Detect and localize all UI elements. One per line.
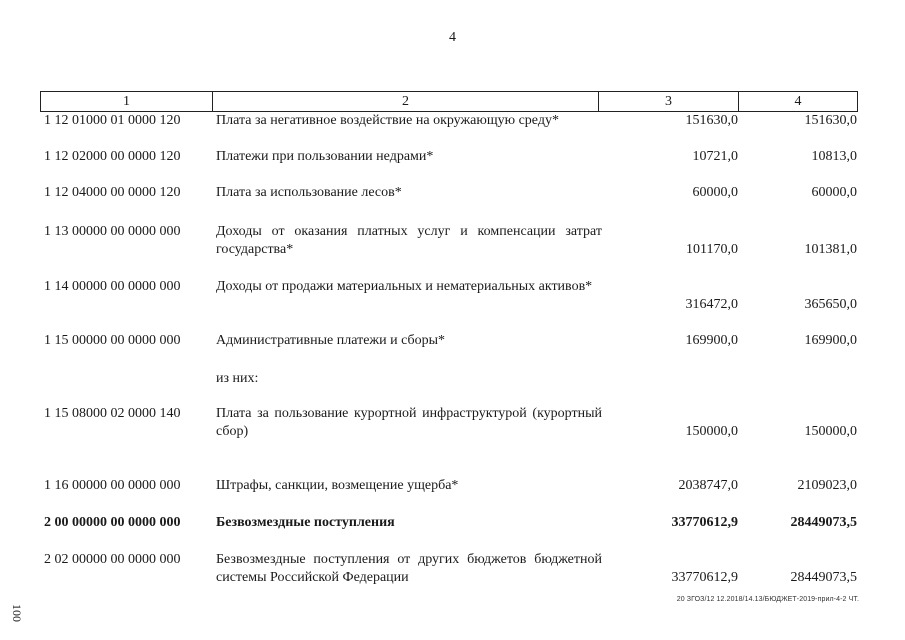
row-code: 1 12 04000 00 0000 120: [44, 185, 181, 200]
row-code: 1 15 08000 02 0000 140: [44, 406, 181, 421]
row-value-col3: 33770612,9: [671, 570, 738, 585]
row-value-col3: 150000,0: [685, 424, 738, 439]
row-value-col3: 101170,0: [686, 242, 738, 257]
row-value-col4: 151630,0: [804, 113, 857, 128]
row-value-col3: 151630,0: [685, 113, 738, 128]
header-col-1: 1: [41, 92, 213, 111]
header-col-3: 3: [599, 92, 739, 111]
row-name: Платежи при пользовании недрами*: [216, 149, 434, 164]
row-name: Доходы от оказания платных услуг и компенсации затрат государства*: [216, 224, 602, 257]
row-value-col4: 101381,0: [804, 242, 857, 257]
header-col-4: 4: [794, 94, 802, 109]
table-header: [40, 91, 858, 112]
row-value-col3: 316472,0: [685, 297, 738, 312]
header-col-2: 2: [213, 92, 599, 111]
row-value-col4: 365650,0: [804, 297, 857, 312]
row-name: Плата за пользование курортной инфраструктурой (курортный сбор): [216, 406, 602, 439]
row-value-col4: 10813,0: [811, 149, 857, 164]
row-code: 2 00 00000 00 0000 000: [44, 515, 181, 530]
row-value-col4: 28449073,5: [790, 570, 857, 585]
row-value-col3: 60000,0: [692, 185, 738, 200]
row-name: Безвозмездные поступления от других бюджетов бюджетной системы Российской Федерации: [216, 552, 602, 585]
row-code: 1 16 00000 00 0000 000: [44, 478, 181, 493]
row-value-col3: 169900,0: [685, 333, 738, 348]
row-code: 1 13 00000 00 0000 000: [44, 224, 181, 239]
row-name: Административные платежи и сборы*: [216, 333, 445, 348]
row-name: Плата за использование лесов*: [216, 185, 402, 200]
row-name: Безвозмездные поступления: [216, 515, 395, 530]
document-footer-code: 20 ЗГОЗ/12 12.2018/14.13/БЮДЖЕТ-2019-прил-4-2 ЧТ.: [676, 596, 859, 603]
row-name: Доходы от продажи материальных и нематериальных активов*: [216, 279, 593, 294]
row-value-col4: 28449073,5: [790, 515, 857, 530]
side-stamp-number: 100: [10, 604, 24, 622]
row-name: Плата за негативное воздействие на окружающую среду*: [216, 113, 559, 128]
row-value-col3: 33770612,9: [671, 515, 738, 530]
row-value-col4: 150000,0: [804, 424, 857, 439]
row-value-col3: 10721,0: [692, 149, 738, 164]
row-value-col4: 60000,0: [811, 185, 857, 200]
row-code: 1 12 02000 00 0000 120: [44, 149, 181, 164]
page-number: 4: [449, 30, 456, 45]
row-value-col4: 2109023,0: [797, 478, 857, 493]
row-code: 1 15 00000 00 0000 000: [44, 333, 181, 348]
row-code: 2 02 00000 00 0000 000: [44, 552, 181, 567]
row-value-col3: 2038747,0: [678, 478, 738, 493]
row-code: 1 12 01000 01 0000 120: [44, 113, 181, 128]
row-name: Штрафы, санкции, возмещение ущерба*: [216, 478, 459, 493]
row-value-col4: 169900,0: [804, 333, 857, 348]
row-code: 1 14 00000 00 0000 000: [44, 279, 181, 294]
row-name: из них:: [216, 371, 259, 386]
